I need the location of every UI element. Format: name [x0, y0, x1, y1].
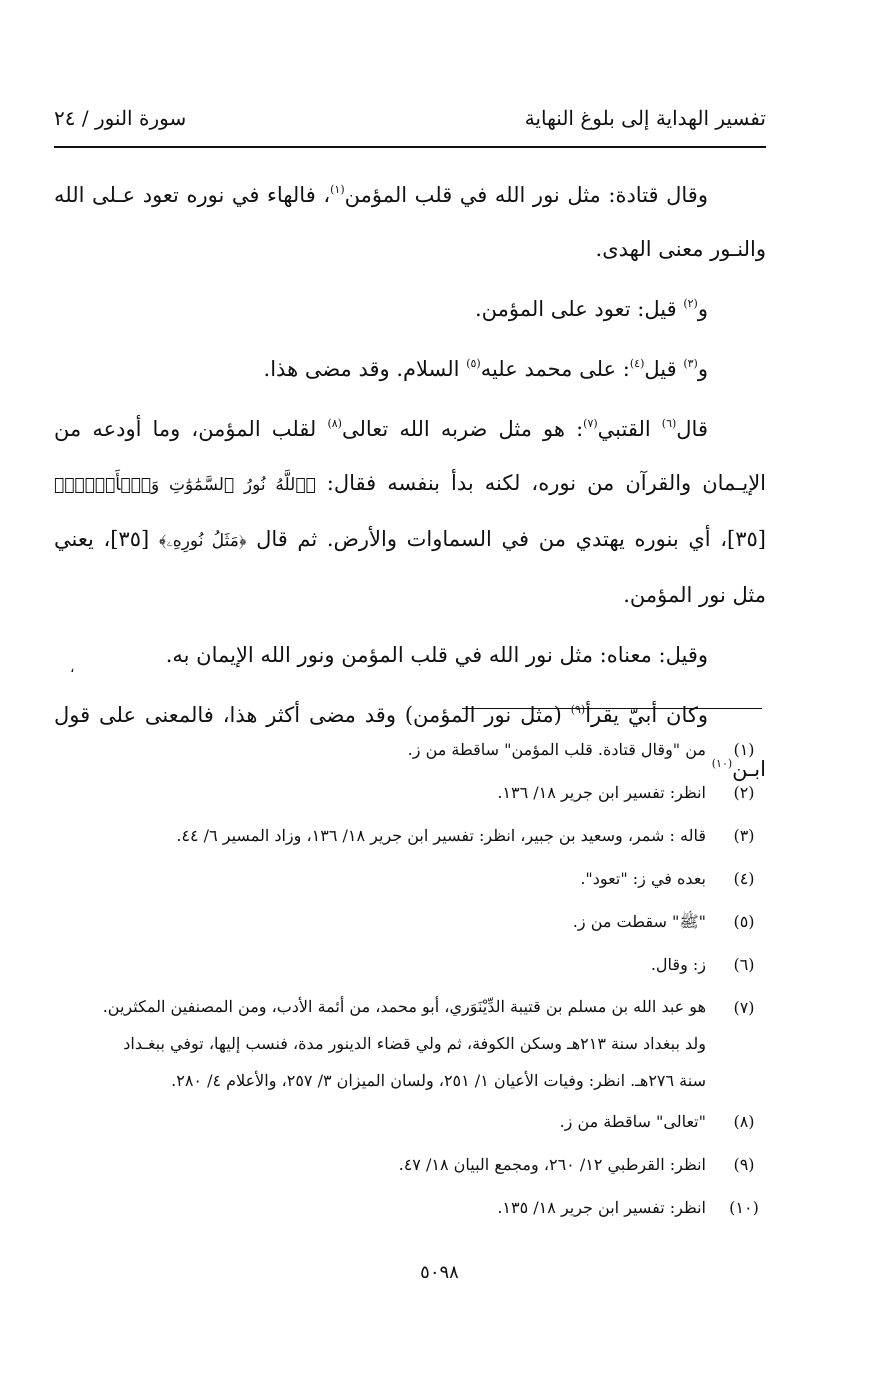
footnote-item	[100, 1102, 766, 1142]
paragraph-1-text-b: ، فالهاء في نوره تعود عـلى الله والنـور معنى الهدى.	[54, 183, 766, 261]
footnote-text: انظر: تفسير ابن جرير ١٨/ ١٣٦.	[497, 783, 706, 802]
footnote-number: (٦)	[733, 955, 755, 974]
paragraph-4	[54, 402, 766, 622]
footnote-number: (٩)	[733, 1155, 755, 1174]
paragraph-3-text-d: السلام. وقد مضى هذا.	[263, 357, 467, 381]
quran-verse-1: ﴿ٱللَّهُ نُورُ ٱلسَّمَٰوَٰتِ وَٱلۡأَرۡضِۚ﴾	[54, 475, 316, 495]
footnote-item	[100, 1145, 766, 1185]
paragraph-6-text-a: وكان أبيّ يقرأ	[585, 703, 708, 727]
paragraph-1-text-a: وقال قتادة: مثل نور الله في قلب المؤمن	[344, 183, 708, 207]
footnote-text: بعده في ز: "تعود".	[580, 869, 706, 888]
footnote-text: من "وقال قتادة. قلب المؤمن" ساقطة من ز.	[407, 740, 706, 759]
footnote-text: قاله : شمر، وسعيد بن جبير، انظر: تفسير ابن جرير ١٨/ ١٣٦، وزاد المسير ٦/ ٤٤.	[176, 826, 706, 845]
surah-label: سورة النور / ٢٤	[54, 106, 187, 130]
paragraph-4-text-f: [٣٥]، يعني مثل نور المؤمن.	[54, 527, 766, 607]
paragraph-3-text-c: : على محمد عليه	[480, 357, 630, 381]
footnote-item	[100, 1188, 766, 1228]
paragraph-4-text-a: قال	[676, 417, 708, 441]
footnote-item	[100, 730, 766, 770]
paragraph-6-text-b: (مثل نور المؤمن) وقد مضى أكثر هذا، فالمعنى على قول ابـن	[54, 703, 766, 781]
running-header	[54, 102, 766, 142]
footnote-ref-3[interactable]: (٣)	[683, 357, 698, 370]
book-title: تفسير الهداية إلى بلوغ النهاية	[524, 106, 766, 130]
footnote-separator	[462, 708, 762, 709]
footnote-text: "ﷺ" سقطت من ز.	[572, 912, 706, 931]
footnote-text: ز: وقال.	[650, 955, 706, 974]
footnote-text: "تعالى" ساقطة من ز.	[559, 1112, 706, 1131]
footnote-ref-6[interactable]: (٦)	[661, 417, 677, 430]
page-number: ٥٠٩٨	[420, 1262, 459, 1283]
footnote-ref-10[interactable]: (١٠)	[711, 757, 733, 770]
paragraph-3-text-b: قيل	[644, 357, 684, 381]
paragraph-2-text-b: قيل: تعود على المؤمن.	[474, 297, 684, 321]
footnotes-section	[100, 730, 766, 1231]
footnote-number: (١)	[733, 740, 755, 759]
footnote-text: انظر: القرطبي ١٢/ ٢٦٠، ومجمع البيان ١٨/ ٤٧.	[398, 1155, 706, 1174]
footnote-item	[100, 859, 766, 899]
paragraph-4-text-b: القتبي	[597, 417, 662, 441]
footnote-number: (٤)	[733, 869, 755, 888]
paragraph-1	[54, 168, 766, 276]
header-rule	[54, 146, 766, 148]
quran-verse-2: ﴿مَثَلُ نُورِهِۦ﴾	[158, 531, 247, 551]
footnote-text: هو عبد الله بن مسلم بن قتيبة الدِّيْنَوَري، أبو محمد، من أئمة الأدب، ومن المصنفين المكثرين. ولد ببغداد سنة ٢١٣هـ وسكن الكوفة، ثم ولي قضاء الدينور مدة، فنسب إليها، توفي ببغـداد سنة ٢٧٦هـ. انظر: وفيات الأعيان ١/ ٢٥١، ولسان الميزان ٣/ ٢٥٧، والأعلام ٤/ ٢٨٠.	[102, 997, 706, 1090]
footnote-item	[100, 902, 766, 942]
paragraph-4-text-e: [٣٥]، أي بنوره يهتدي من في السماوات والأرض. ثم قال	[246, 527, 766, 551]
paragraph-3	[54, 342, 766, 396]
footnote-ref-5[interactable]: (٥)	[466, 357, 481, 370]
footnote-item	[100, 816, 766, 856]
footnote-ref-9[interactable]: (٩)	[570, 703, 586, 716]
footnote-ref-8[interactable]: (٨)	[327, 417, 342, 430]
footnote-text: انظر: تفسير ابن جرير ١٨/ ١٣٥.	[497, 1198, 706, 1217]
footnote-ref-2[interactable]: (٢)	[683, 297, 698, 310]
paragraph-4-text-c: : هو مثل ضربه الله تعالى	[341, 417, 584, 441]
footnote-number: (١٠)	[729, 1198, 759, 1217]
footnote-number: (٧)	[733, 998, 755, 1017]
paragraph-5: وقيل: معناه: مثل نور الله في قلب المؤمن ونور الله الإيمان به.	[165, 643, 708, 667]
footnote-item	[100, 988, 766, 1099]
paragraph-2-text-a: و	[697, 297, 708, 321]
footnote-ref-7[interactable]: (٧)	[583, 417, 598, 430]
footnote-number: (٨)	[733, 1112, 755, 1131]
paragraph-2	[54, 282, 766, 336]
continuation-mark: ،	[70, 660, 75, 676]
footnote-number: (٢)	[733, 783, 755, 802]
footnote-ref-1[interactable]: (١)	[330, 183, 345, 196]
paragraph-3-text-a: و	[697, 357, 708, 381]
main-text	[54, 168, 766, 796]
paragraph-4-text-d: لقلب المؤمن، وما أودعه من الإيـمان والقرآن من نوره، لكنه بدأ بنفسه فقال:	[54, 417, 766, 495]
footnote-item	[100, 945, 766, 985]
footnote-ref-4[interactable]: (٤)	[629, 357, 645, 370]
footnote-number: (٣)	[733, 826, 755, 845]
footnote-number: (٥)	[733, 912, 755, 931]
footnote-item	[100, 773, 766, 813]
